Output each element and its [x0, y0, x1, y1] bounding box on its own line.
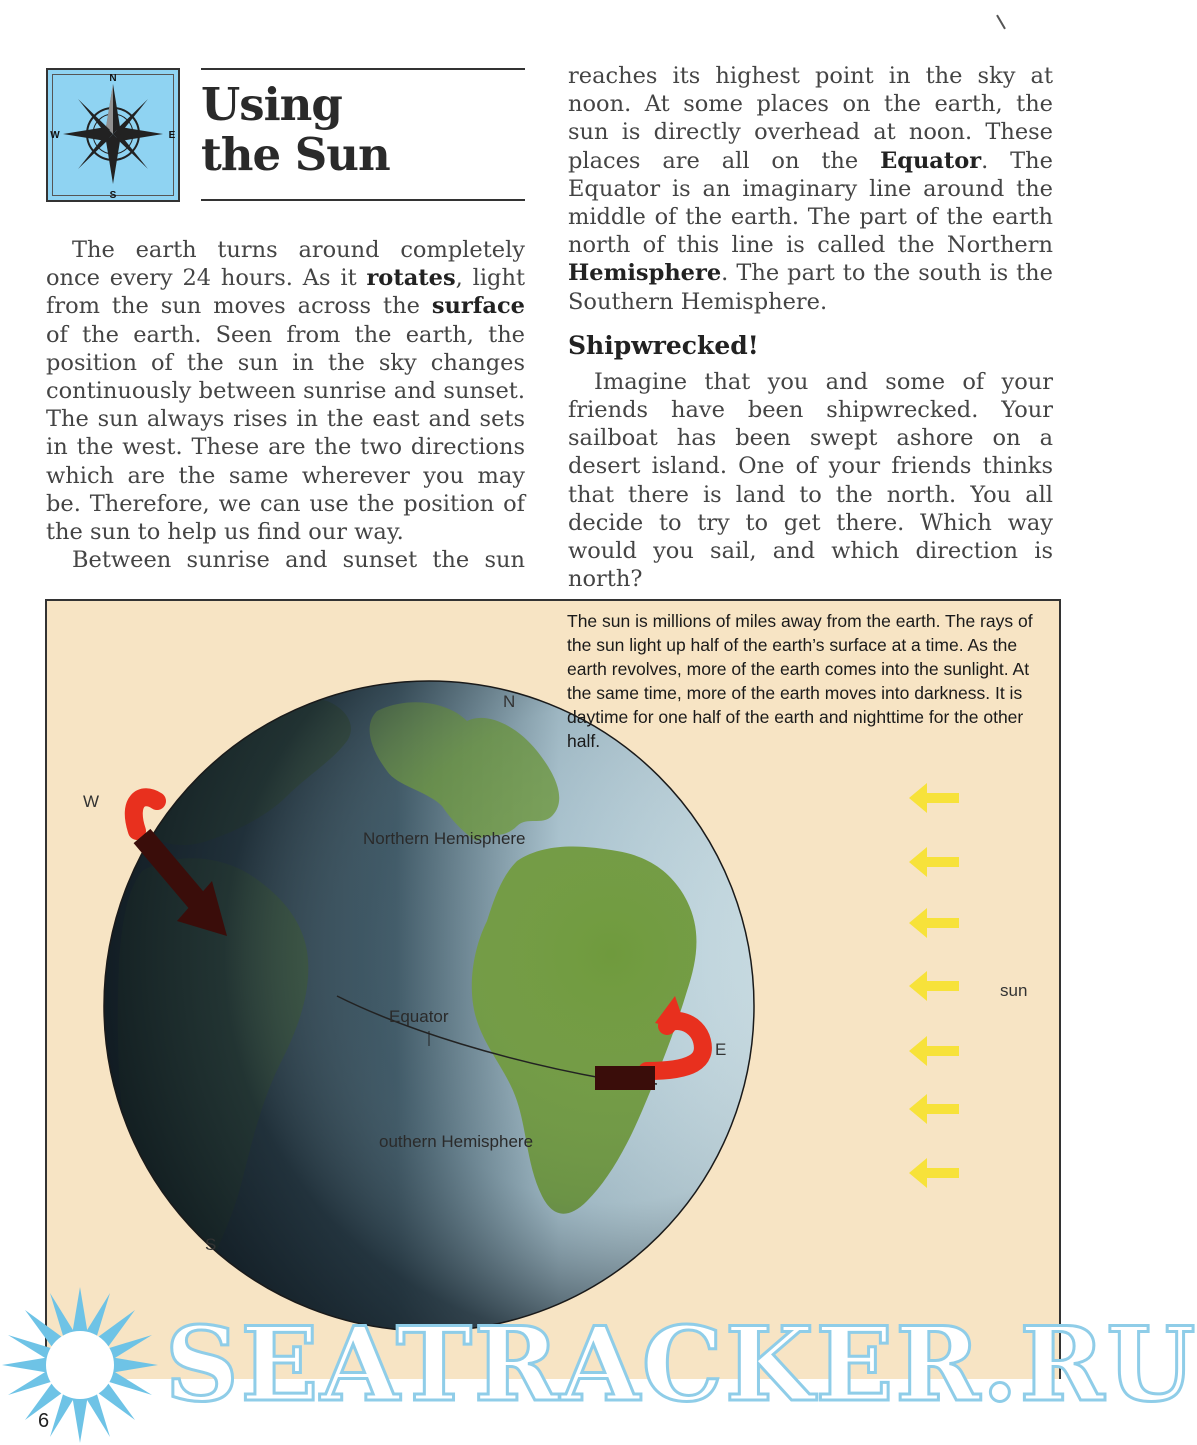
sun-ray-3	[909, 908, 959, 938]
label-north: N	[503, 692, 516, 711]
paragraph-rotation: The earth turns around completely once every 24 hours. As it rotates, light from the sun moves across the surface of the earth. Seen from the earth, the position of the sun in the sky changes continuously between sunrise and sunset. The sun always rises in the east and sets in the west. These are the two directions which are the same wherever you may be. Therefore, we can use the position of the sun to help us find our way.	[46, 237, 525, 546]
sun-ray-arrows	[909, 783, 959, 1188]
label-sun: sun	[1000, 981, 1028, 1000]
figure-caption: The sun is millions of miles away from the earth. The rays of the sun light up half of the earth’s surface at a time. As the earth revolves, more of the earth comes into the sunlight. At the same time, more of the earth moves into darkness. It is daytime for one half of the earth and nighttime for the other half.	[567, 611, 1033, 751]
paragraph-noon-start: Between sunrise and sunset the sun	[72, 547, 525, 574]
compass-n-label: N	[109, 73, 117, 84]
label-east: E	[715, 1040, 727, 1059]
label-south: S	[205, 1235, 217, 1254]
label-west: W	[83, 792, 100, 811]
title-line-1: Using	[201, 78, 342, 131]
title-bottom-rule	[201, 199, 525, 201]
page-number: 6	[38, 1410, 50, 1432]
title-top-rule	[201, 68, 525, 70]
sun-ray-6	[909, 1094, 959, 1124]
term-equator: Equator	[880, 147, 982, 174]
paragraph-equator: reaches its highest point in the sky at noon. At some places on the earth, the sun is directly overhead at noon. These places are all on the Equator. The Equator is an imaginary line around the middle of the earth. The part of the earth north of this line is called the Northern Hemisphere. The part to the south is the Southern Hemisphere.	[568, 63, 1053, 315]
label-southern-hemisphere: outhern Hemisphere	[379, 1132, 534, 1151]
earth-globe	[104, 681, 754, 1331]
page-title	[201, 80, 390, 180]
section-heading-shipwrecked: Shipwrecked!	[568, 330, 759, 360]
sun-ray-1	[909, 783, 959, 813]
compass-e-label: E	[168, 130, 176, 141]
watermark-sunburst-icon	[0, 1285, 170, 1445]
sun-ray-5	[909, 1036, 959, 1066]
term-rotates: rotates	[366, 265, 456, 292]
sun-ray-7	[909, 1158, 959, 1188]
compass-rose-icon	[46, 68, 180, 202]
term-surface: surface	[431, 293, 525, 320]
sun-ray-2	[909, 847, 959, 877]
left-column	[46, 236, 525, 574]
sun-ray-4	[909, 971, 959, 1001]
term-hemisphere: Hemisphere	[568, 260, 722, 287]
earth-sun-figure	[45, 599, 1061, 1379]
title-line-2: the Sun	[201, 128, 390, 181]
label-northern-hemisphere: Northern Hemisphere	[363, 829, 526, 848]
compass-w-label: W	[50, 130, 60, 141]
right-column	[568, 62, 1053, 593]
compass-s-label: S	[109, 190, 117, 201]
label-equator: Equator	[389, 1007, 449, 1026]
compass-star-icon	[48, 70, 178, 200]
paragraph-shipwrecked: Imagine that you and some of your friends have been shipwrecked. Your sailboat has been swept ashore on a desert island. One of your friends thinks that there is land to the north. You all decide to try to get there. Which way would you sail, and which direction is north?	[568, 368, 1053, 593]
corner-mark	[996, 15, 1006, 30]
watermark-text: SEATRACKER.RU	[165, 1305, 1197, 1425]
